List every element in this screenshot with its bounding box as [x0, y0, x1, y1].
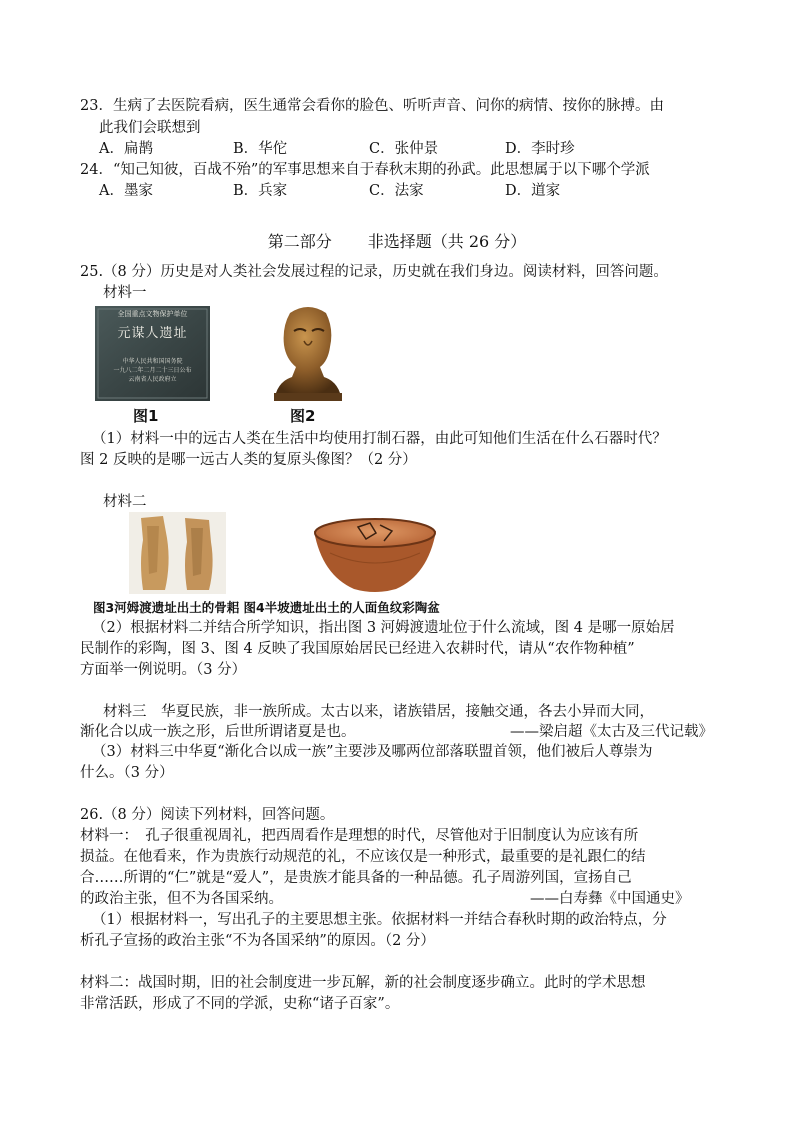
- q25-sub1-line1: （1）材料一中的远古人类在生活中均使用打制石器，由此可知他们生活在什么石器时代？: [92, 431, 667, 447]
- fig2-caption: 图2: [290, 407, 316, 425]
- q26-sub1-line2: 析孔子宣扬的政治主张“不为各国采纳”的原因。（2 分）: [80, 933, 435, 949]
- fig4-pottery-basin-graphic: [310, 513, 440, 595]
- q24-stem-line1: 24．“知己知彼，百战不殆”的军事思想来自于春秋末期的孙武。此思想属于以下哪个学派: [80, 162, 650, 178]
- q24-option-a: A．墨家: [99, 183, 153, 199]
- q25-material1-label: 材料一: [103, 285, 147, 301]
- q23-stem-line1: 23．生病了去医院看病，医生通常会看你的脸色、听听声音、问你的病情、按你的脉搏。由: [80, 98, 664, 114]
- q24-option-c: C．法家: [369, 183, 424, 199]
- fig1-caption: 图1: [133, 407, 159, 425]
- q26-material1-line1: 材料一： 孔子很重视周礼，把西周看作是理想的时代，尽管他对于旧制度认为应该有所: [80, 828, 639, 844]
- q23-option-c: C．张仲景: [369, 141, 439, 157]
- q25-intro: 25.（8 分）历史是对人类社会发展过程的记录，历史就在我们身边。阅读材料，回答问题。: [80, 264, 668, 280]
- fig1-plaque-line1: 全国重点文物保护单位: [117, 310, 188, 318]
- q23-option-b: B．华佗: [233, 141, 288, 157]
- q25-sub2-line3: 方面举一例说明。（3 分）: [80, 662, 247, 678]
- fig1-plaque-line3: 中华人民共和国国务院: [122, 358, 183, 365]
- q26-material1-line2: 损益。在他看来，作为贵族行动规范的礼，不应该仅是一种形式，最重要的是礼跟仁的结: [80, 849, 646, 865]
- q25-sub1-line2: 图 2 反映的是哪一远古人类的复原头像图？（2 分）: [80, 452, 417, 468]
- fig1-plaque-line5: 云南省人民政府立: [128, 376, 177, 383]
- fig3-bone-spade-image: [129, 512, 226, 594]
- q25-material3-line2: 渐化合以成一族之形，后世所谓诸夏是也。: [80, 724, 356, 740]
- q25-sub3-line2: 什么。（3 分）: [80, 765, 174, 781]
- q25-sub2-line2: 民制作的彩陶，图 3、图 4 反映了我国原始居民已经进入农耕时代，请从“农作物种植”: [80, 641, 635, 657]
- q26-sub1-line1: （1）根据材料一，写出孔子的主要思想主张。依据材料一并结合春秋时期的政治特点，分: [92, 912, 667, 928]
- fig1-plaque-title: 元谋人遗址: [117, 326, 188, 341]
- fig3-fig4-caption: 图3河姆渡遗址出土的骨耜 图4半坡遗址出土的人面鱼纹彩陶盆: [93, 600, 440, 615]
- q23-option-d: D．李时珍: [505, 141, 575, 157]
- section-heading-right: 非选择题（共 26 分）: [367, 232, 527, 251]
- q25-sub3-line1: （3）材料三中华夏“渐化合以成一族”主要涉及哪两位部落联盟首领，他们被后人尊崇为: [92, 744, 653, 760]
- q26-material1-line3: 合……所谓的“仁”就是“爱人”，是贵族才能具备的一种品德。孔子周游列国，宣扬自己: [80, 870, 632, 886]
- fig1-plaque-graphic: [95, 306, 210, 401]
- fig2-bust-graphic: [268, 301, 348, 401]
- q26-intro: 26.（8 分）阅读下列材料，回答问题。: [80, 807, 335, 823]
- q24-option-d: D．道家: [505, 183, 561, 199]
- q25-material2-label: 材料二: [103, 494, 147, 510]
- q26-material1-line4: 的政治主张，但不为各国采纳。: [80, 891, 283, 907]
- q26-material2-line1: 材料二：战国时期，旧的社会制度进一步瓦解，新的社会制度逐步确立。此时的学术思想: [80, 975, 646, 991]
- q23-option-a: A．扁鹊: [99, 141, 153, 157]
- q26-material1-source: ——白寿彝《中国通史》: [530, 891, 690, 907]
- q25-material3-source: ——梁启超《太古及三代记载》: [510, 724, 713, 740]
- q24-option-b: B．兵家: [233, 183, 288, 199]
- section-heading-left: 第二部分: [267, 232, 332, 251]
- fig2-bust-image: [268, 301, 348, 401]
- fig1-plaque-line4: 一九八二年二月二十三日公布: [113, 367, 192, 374]
- section-heading: [0, 231, 794, 253]
- fig3-bone-spade-graphic: [129, 512, 226, 594]
- q25-sub2-line1: （2）根据材料二并结合所学知识，指出图 3 河姆渡遗址位于什么流域，图 4 是哪一原始居: [92, 620, 675, 636]
- fig4-pottery-basin-image: [310, 513, 440, 595]
- q23-stem-line2: 此我们会联想到: [99, 120, 201, 136]
- q25-material3-line1: 材料三 华夏民族，非一族所成。太古以来，诸族错居，接触交通，各去小异而大同，: [103, 704, 654, 720]
- q26-material2-line2: 非常活跃，形成了不同的学派，史称“诸子百家”。: [80, 996, 400, 1012]
- fig1-plaque-image: [95, 306, 210, 401]
